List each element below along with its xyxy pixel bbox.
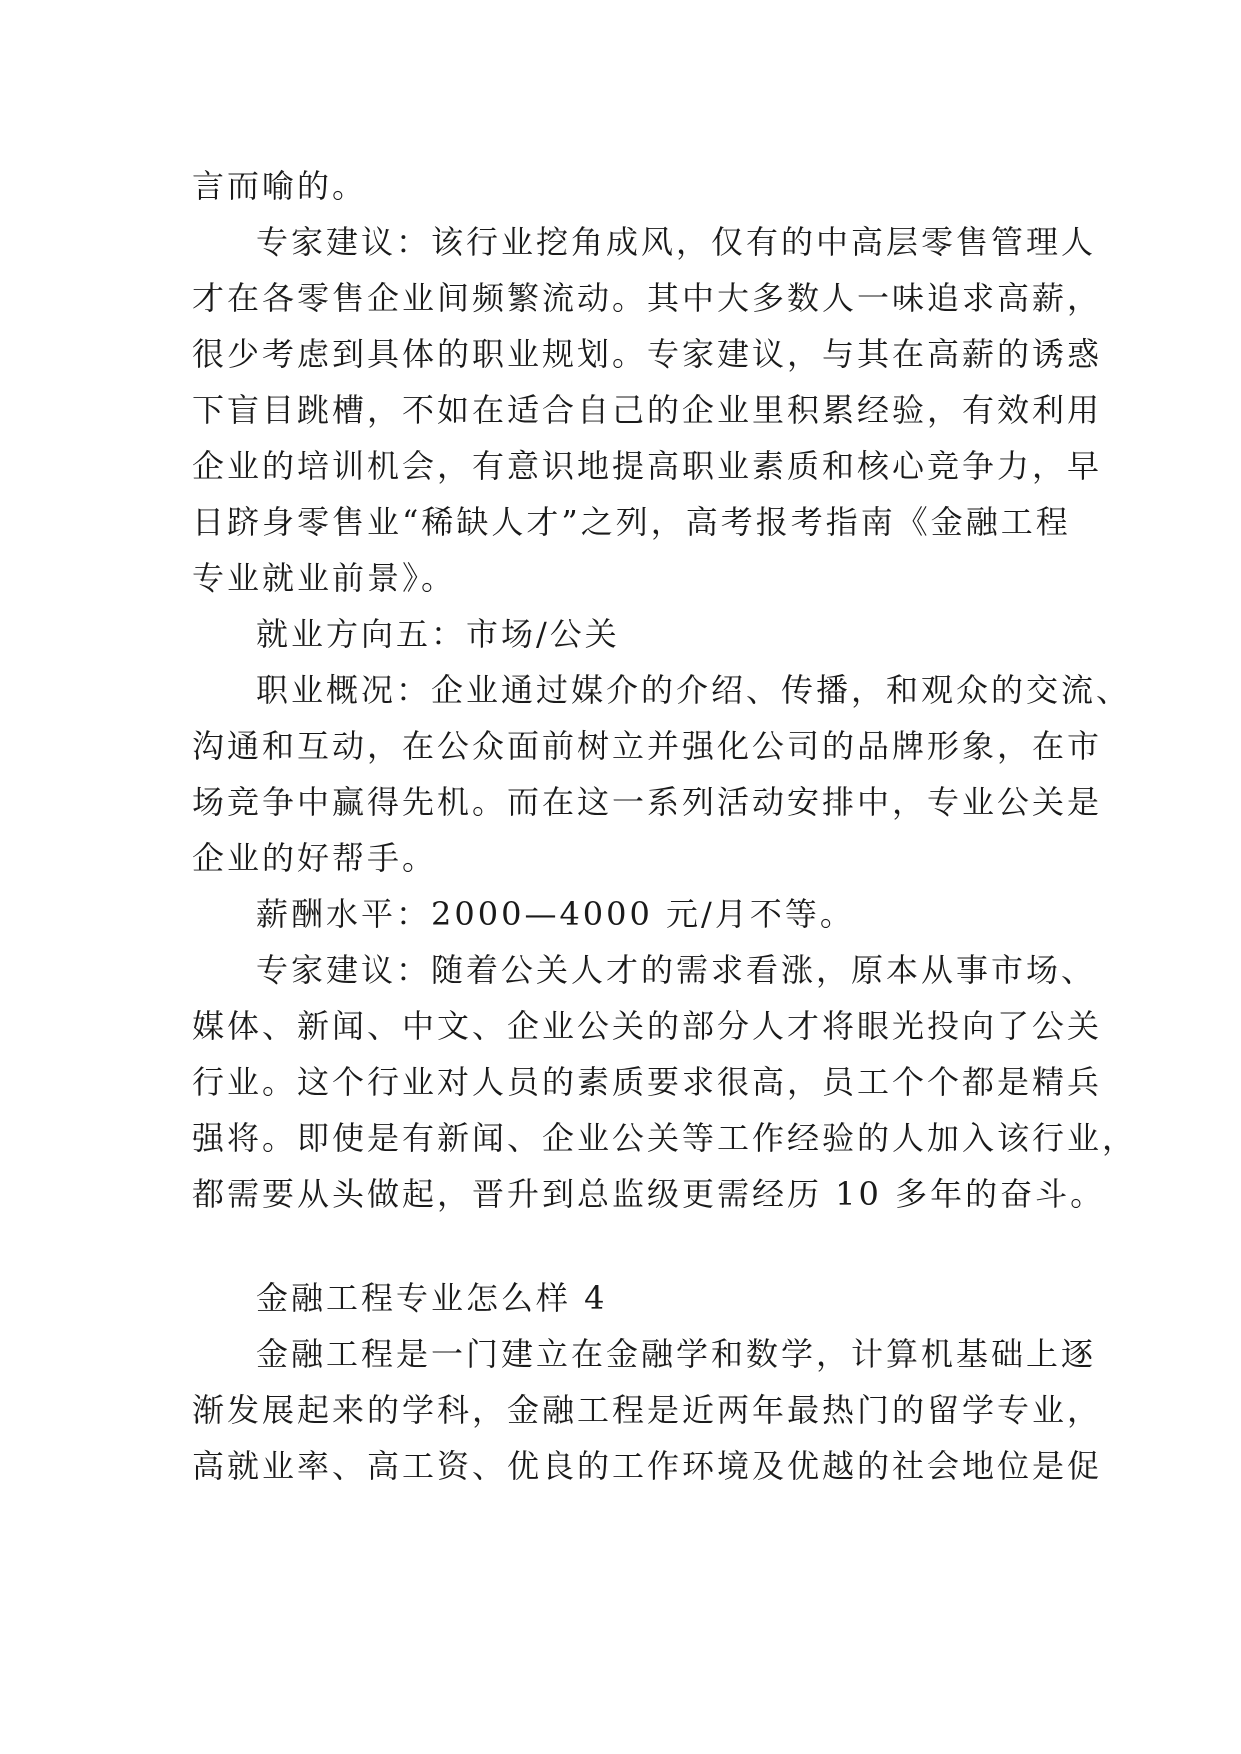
paragraph-line: 日跻身零售业“稀缺人才”之列，高考报考指南《金融工程 <box>192 503 1071 541</box>
section-heading: 金融工程专业怎么样 4 <box>256 1279 608 1317</box>
paragraph-line: 很少考虑到具体的职业规划。专家建议，与其在高薪的诱惑 <box>192 335 1103 373</box>
paragraph-line: 言而喻的。 <box>192 167 368 205</box>
paragraph-line: 金融工程是一门建立在金融学和数学，计算机基础上逐 <box>256 1335 1097 1373</box>
section-spacer <box>192 1222 1072 1270</box>
paragraph-line: 场竞争中赢得先机。而在这一系列活动安排中，专业公关是 <box>192 783 1103 821</box>
paragraph-line: 才在各零售企业间频繁流动。其中大多数人一味追求高薪， <box>192 279 1103 317</box>
paragraph-line: 下盲目跳槽，不如在适合自己的企业里积累经验，有效利用 <box>192 391 1103 429</box>
paragraph-line: 都需要从头做起，晋升到总监级更需经历 10 多年的奋斗。 <box>192 1175 1106 1213</box>
paragraph-line: 专家建议：随着公关人才的需求看涨，原本从事市场、 <box>256 951 1097 989</box>
paragraph-line: 高就业率、高工资、优良的工作环境及优越的社会地位是促 <box>192 1447 1103 1485</box>
paragraph-line: 企业的好帮手。 <box>192 839 438 877</box>
paragraph-line: 渐发展起来的学科，金融工程是近两年最热门的留学专业， <box>192 1391 1103 1429</box>
section-subheading: 就业方向五：市场/公关 <box>256 615 620 653</box>
paragraph-line: 行业。这个行业对人员的素质要求很高，员工个个都是精兵 <box>192 1063 1103 1101</box>
paragraph-line: 专家建议：该行业挖角成风，仅有的中高层零售管理人 <box>256 223 1097 261</box>
paragraph-line: 企业的培训机会，有意识地提高职业素质和核心竞争力，早 <box>192 447 1103 485</box>
document-body <box>192 158 1138 1494</box>
paragraph-line: 职业概况：企业通过媒介的介绍、传播，和观众的交流、 <box>256 671 1132 709</box>
paragraph-line: 薪酬水平：2000—4000 元/月不等。 <box>256 895 855 933</box>
paragraph-line: 强将。即使是有新闻、企业公关等工作经验的人加入该行业， <box>192 1119 1138 1157</box>
paragraph-line: 媒体、新闻、中文、企业公关的部分人才将眼光投向了公关 <box>192 1007 1103 1045</box>
paragraph-line: 专业就业前景》。 <box>192 559 457 597</box>
paragraph-line: 沟通和互动，在公众面前树立并强化公司的品牌形象，在市 <box>192 727 1103 765</box>
